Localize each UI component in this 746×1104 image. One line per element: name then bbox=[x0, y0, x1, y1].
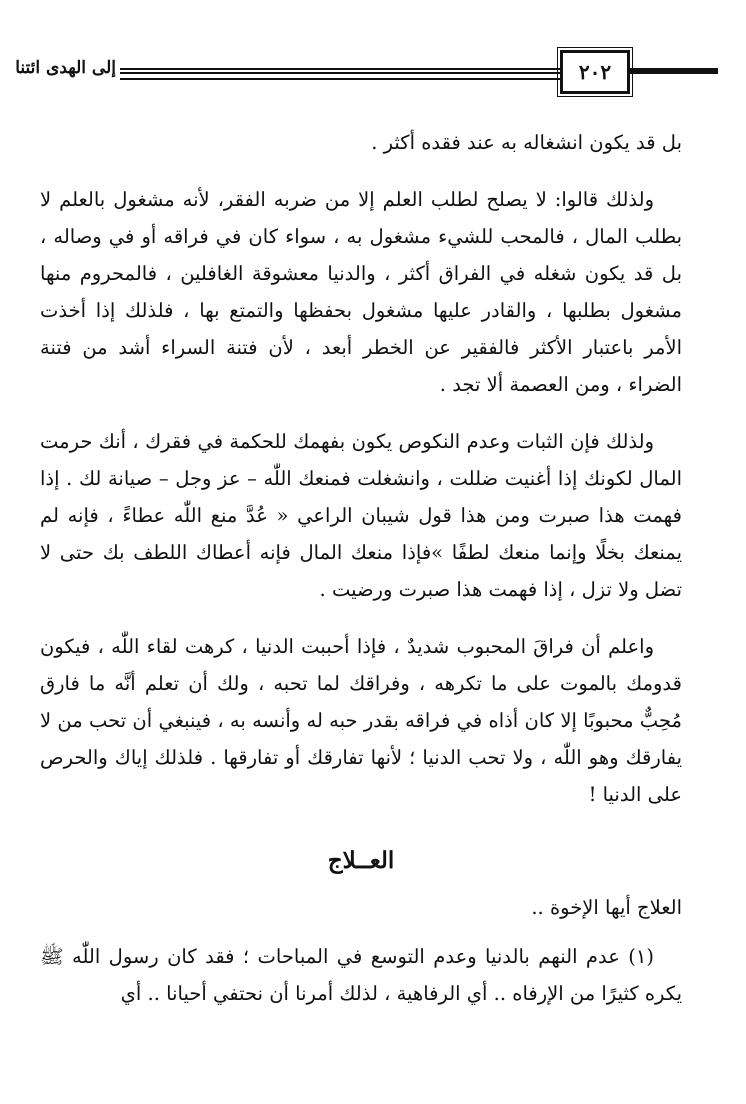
paragraph-wisdom-of-poverty: ولذلك فإن الثبات وعدم النكوص يكون بفهمك للحكمة في فقرك ، أنك حرمت المال لكونك إذا أغنيت ضللت ، وانشغلت فمنعك اللّٰه – عز وجل – صيانة لك . إذا فهمت هذا صبرت ومن هذا قول شيبان الراعي « عُدَّ منع اللّٰه عطاءً ، فإنه لم يمنعك بخلًا وإنما منعك لطفًا »فإذا منعك المال فإنه أعطاك اللطف بك حتى لا تضل ولا تزل ، إذا فهمت هذا صبرت ورضيت . bbox=[40, 430, 682, 601]
header-rule-left bbox=[120, 68, 560, 80]
page-body bbox=[40, 124, 682, 1032]
paragraph-continuation: بل قد يكون انشغاله به عند فقده أكثر . bbox=[371, 131, 682, 154]
remedy-intro: العلاج أيها الإخوة .. bbox=[531, 896, 682, 919]
paragraph-seekers-of-knowledge: ولذلك قالوا: لا يصلح لطلب العلم إلا من ضربه الفقر، لأنه مشغول بالعلم لا بطلب المال ، فالمحب للشيء مشغول به ، سواء كان في فراقه أو في وصاله ، بل قد يكون شغله في الفراق أكثر ، والدنيا معشوقة الغافلين ، فالمحروم منها مشغول بطلبها ، والقادر عليها مشغول بحفظها والتمتع بها ، فلذلك إذا أخذت الأمر باعتبار الأكثر فالفقير عن الخطر أبعد ، لأن فتنة السراء أشد من فتنة الضراء ، ومن العصمة ألا تجد . bbox=[40, 188, 682, 396]
remedy-item-1: (١) عدم النهم بالدنيا وعدم التوسع في المباحات ؛ فقد كان رسول اللّٰه ﷺ يكره كثيرًا من الإرفاه .. أي الرفاهية ، لذلك أمرنا أن نحتفي أحيانا .. أي bbox=[40, 945, 682, 1005]
running-title: إلى الهدى ائتنا bbox=[15, 58, 116, 78]
paragraph-parting-beloved: واعلم أن فراقَ المحبوب شديدٌ ، فإذا أحببت الدنيا ، كرهت لقاء اللّٰه ، فيكون قدومك بالموت على ما تكرهه ، وفراقك لما تحبه ، ولك أن تعلم أنَّه ما فارق مُحِبٌّ محبوبًا إلا كان أذاه في فراقه بقدر حبه له وأنسه به ، فينبغي أن تحب من لا يفارقك وهو اللّٰه ، ولا تحب الدنيا ؛ لأنها تفارقك أو تفارقها . فلذلك إياك والحرص على الدنيا ! bbox=[40, 635, 682, 806]
header-rule-right bbox=[628, 68, 718, 74]
page-header bbox=[15, 44, 718, 94]
page-number: ٢٠٢ bbox=[560, 50, 630, 94]
section-heading-remedy: العــلاج bbox=[327, 847, 395, 874]
